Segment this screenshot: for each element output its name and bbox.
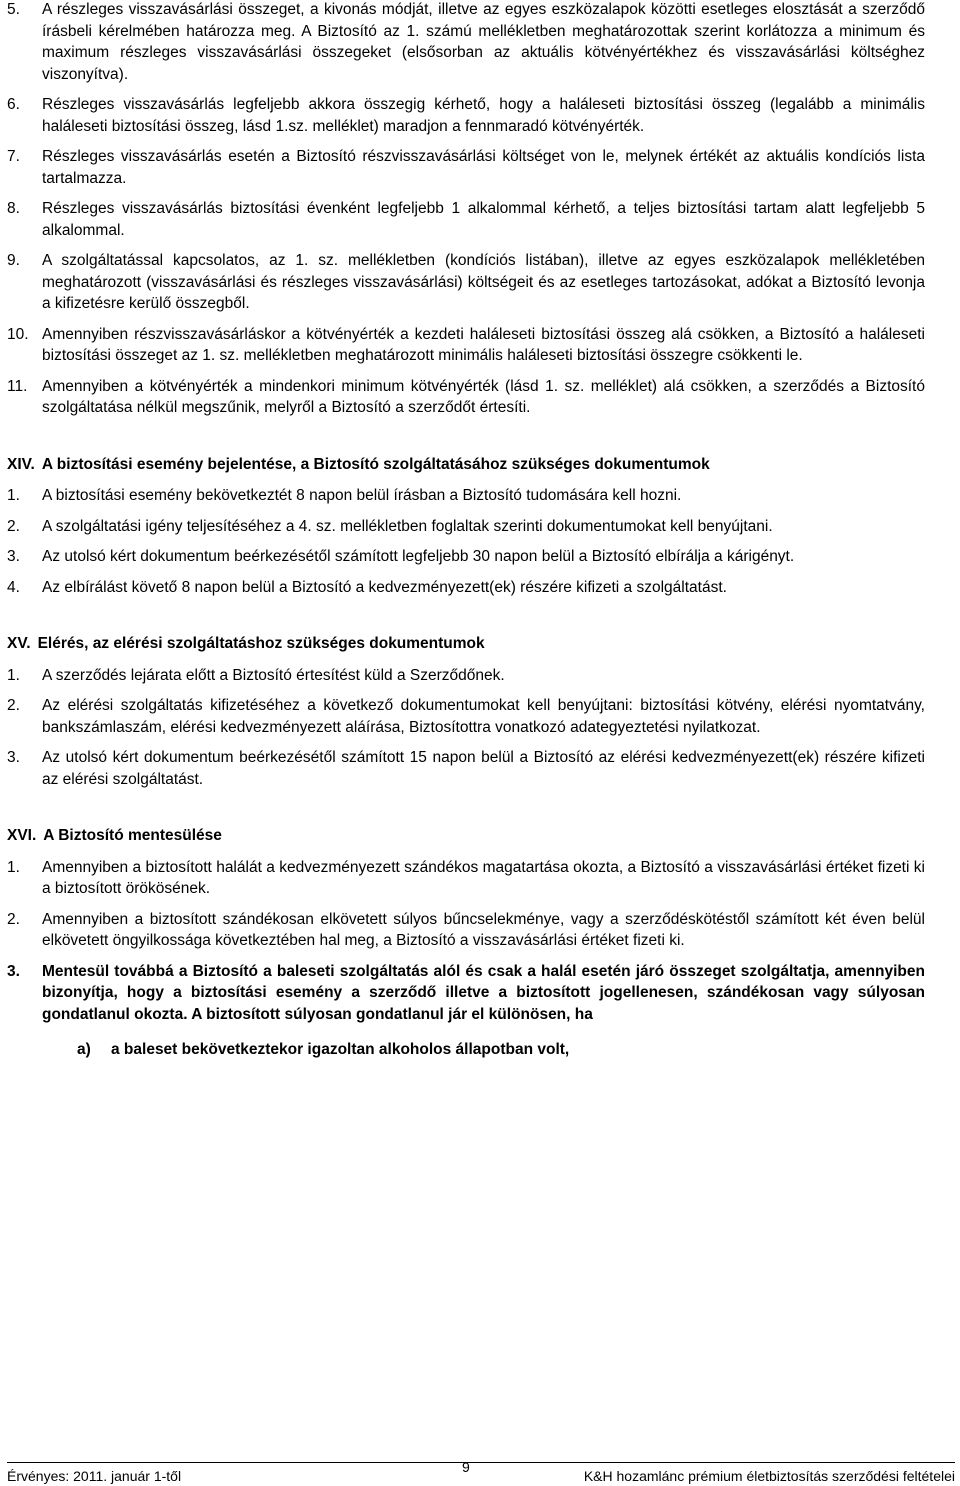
section-heading: XV. Elérés, az elérési szolgáltatáshoz szükséges dokumentumok — [7, 635, 485, 652]
list-item: 1. Amennyiben a biztosított halálát a kedvezményezett szándékos magatartása okozta, a Biztosító a visszavásárlási értéket fizeti ki a biztosított örökösének. — [7, 858, 925, 897]
page-number: 9 — [462, 1459, 470, 1475]
list-item: 6. Részleges visszavásárlás legfeljebb akkora összegig kérhető, hogy a haláleseti biztosítási összeg (legalább a minimális haláleseti biztosítási összeg, lásd 1.sz. melléklet) maradjon a fennmaradó kötvényérték. — [7, 96, 925, 135]
list-item: 8. Részleges visszavásárlás biztosítási évenként legfeljebb 1 alkalommal kérhető, a teljes biztosítási tartam alatt legfeljebb 5 alkalommal. — [7, 200, 925, 239]
list-item: 11. Amennyiben a kötvényérték a mindenkori minimum kötvényérték (lásd 1. sz. melléklet) alá csökken, a szerződés a Biztosító szolgáltatása nélkül megszűnik, melyről a Biztosító a szerződőt értesíti. — [7, 377, 925, 416]
section-14 — [7, 454, 925, 599]
footer-validity: Érvényes: 2011. január 1-től — [7, 1468, 182, 1484]
list-item: 4. Az elbírálást követő 8 napon belül a Biztosító a kedvezményezett(ek) részére kifizeti a szolgáltatást. — [7, 578, 727, 596]
list-item: 1. A biztosítási esemény bekövetkeztét 8 napon belül írásban a Biztosító tudomására kell hozni. — [7, 487, 682, 504]
list-item: 1. A szerződés lejárata előtt a Biztosító értesítést küld a Szerződőnek. — [7, 666, 505, 684]
footer-divider — [7, 1462, 955, 1463]
section-15 — [7, 633, 925, 790]
section-13-continued — [7, 0, 925, 419]
list-item: 2. Az elérési szolgáltatás kifizetéséhez a következő dokumentumokat kell benyújtani: biztosítási kötvény, elérési nyomtatvány, bankszámlaszám, elérési kedvezményezett aláírása, Biztosítottra vonatkozó adategyeztetési nyilatkozat. — [7, 697, 925, 736]
list-item: 3. Az utolsó kért dokumentum beérkezésétől számított legfeljebb 30 napon belül a Biztosító elbírálja a kárigényt. — [7, 548, 795, 565]
list-item: 5. A részleges visszavásárlási összeget, a kivonás módját, illetve az egyes eszközalapok közötti esetleges elosztását a szerződő írásbeli kérelmében határozza meg. A Biztosító az 1. számú mellékletben meghatározottak szerint korlátozza a minimum és maximum részleges visszavásárlási összegeket (elsősorban az aktuális kötvényértékhez és visszavásárlási költséghez viszonyítva). — [7, 1, 925, 83]
section-heading: XVI. A Biztosító mentesülése — [7, 827, 222, 844]
list-item: 3. Az utolsó kért dokumentum beérkezésétől számított 15 napon belül a Biztosító az elérési kedvezményezett(ek) részére kifizeti az elérési szolgáltatást. — [7, 749, 925, 788]
sub-item: a) a baleset bekövetkeztekor igazoltan alkoholos állapotban volt, — [77, 1041, 570, 1058]
list-item: 2. A szolgáltatási igény teljesítéséhez a 4. sz. mellékletben foglaltak szerinti dokumentumokat kell benyújtani. — [7, 517, 773, 535]
document-page — [7, 0, 925, 1061]
list-item: 10. Amennyiben részvisszavásárláskor a kötvényérték a kezdeti haláleseti biztosítási összeg alá csökken, a Biztosító a haláleseti biztosítási összeget az 1. sz. mellékletben meghatározott minimális haláleseti biztosítási összegre csökkenti le. — [7, 325, 925, 364]
list-item: 2. Amennyiben a biztosított szándékosan elkövetett súlyos bűncselekménye, vagy a szerződéskötéstől számított két éven belül elkövetett öngyilkossága következtében hal meg, a Biztosító a visszavásárlási értéket fizeti ki. — [7, 910, 925, 949]
list-item: 7. Részleges visszavásárlás esetén a Biztosító részvisszavásárlási költséget von le, melynek értékét az aktuális kondíciós lista tartalmazza. — [7, 148, 925, 187]
list-item: 9. A szolgáltatással kapcsolatos, az 1. sz. mellékletben (kondíciós listában), illetve az egyes eszközalapok mellékletében meghatározott (visszavásárlási és részleges visszavásárlási) költségeit és az esetleges tartozásokat, adókat a Biztosító levonja a kifizetésre kerülő összegből. — [7, 252, 925, 312]
section-heading: XIV. A biztosítási esemény bejelentése, a Biztosító szolgáltatásához szükséges dokumentumok — [7, 455, 710, 473]
footer-document-title: K&H hozamlánc prémium életbiztosítás szerződési feltételei — [583, 1468, 955, 1484]
list-item-bold: 3. Mentesül továbbá a Biztosító a baleseti szolgáltatás alól és csak a halál esetén járó összeget szolgáltatja, amennyiben bizonyítja, hogy a biztosítási esemény a szerződő illetve a biztosított jogellenesen, szándékosan vagy súlyosan gondatlanul okozta. A biztosított súlyosan gondatlanul jár el különösen, ha — [7, 962, 925, 1023]
section-16 — [7, 825, 925, 1061]
